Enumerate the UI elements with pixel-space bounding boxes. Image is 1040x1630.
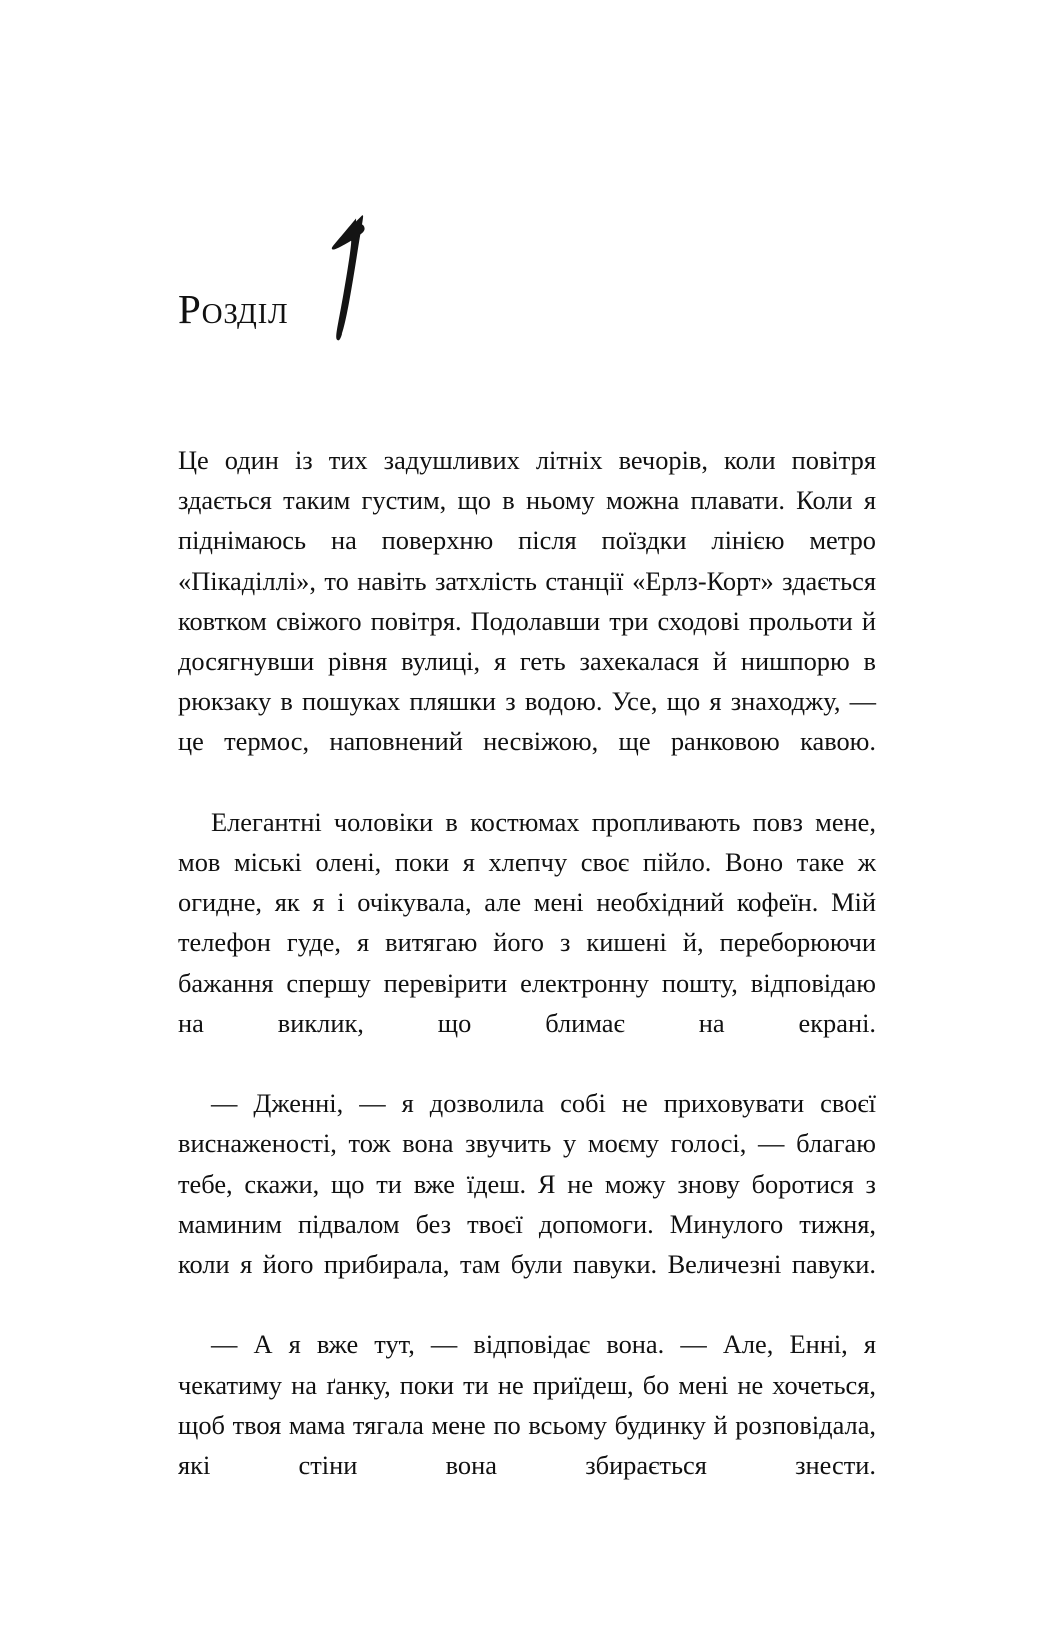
chapter-label: Розділ bbox=[178, 286, 289, 332]
brush-numeral-one-icon bbox=[315, 214, 377, 342]
chapter-number bbox=[315, 214, 377, 342]
paragraph: Це один із тих задушливих літніх вечорів, коли повітря здається таким густим, що в ньому можна плавати. Коли я піднімаюсь на поверхню після поїздки лінією метро «Пікаділлі», то навіть затхлість станції «Ерлз-Корт» здається ковтком свіжого повітря. Подолавши три сходові прольоти й досягнувши рівня вулиці, я геть захекалася й нишпорю в рюкзаку в пошуках пляшки з водою. Усе, що я знаходжу, — це термос, наповнений несвіжою, ще ранковою кавою. bbox=[178, 445, 876, 757]
paragraph: — Дженні, — я дозволила собі не приховувати своєї виснаженості, тож вона звучить у моєму голосі, — благаю тебе, скажи, що ти вже їдеш. Я не можу знову боротися з маминим підвалом без твоєї допомоги. Минулого тижня, коли я його прибирала, там були павуки. Величезні павуки. bbox=[178, 1088, 876, 1280]
chapter-body bbox=[178, 440, 876, 1525]
chapter-heading bbox=[178, 212, 377, 342]
paragraph: — А я вже тут, — відповідає вона. — Але, Енні, я чекатиму на ґанку, поки ти не приїдеш, бо мені не хочеться, щоб твоя мама тягала мене по всьому будинку й розповідала, які стіни вона збирається знести. bbox=[178, 1329, 876, 1481]
paragraph: Елегантні чоловіки в костюмах пропливають повз мене, мов міські олені, поки я хлепчу своє пійло. Воно таке ж огидне, як я і очікувала, але мені необхідний кофеїн. Мій телефон гуде, я витягаю його з кишені й, переборюючи бажання спершу перевірити електронну пошту, відповідаю на виклик, що блимає на екрані. bbox=[178, 806, 876, 1038]
